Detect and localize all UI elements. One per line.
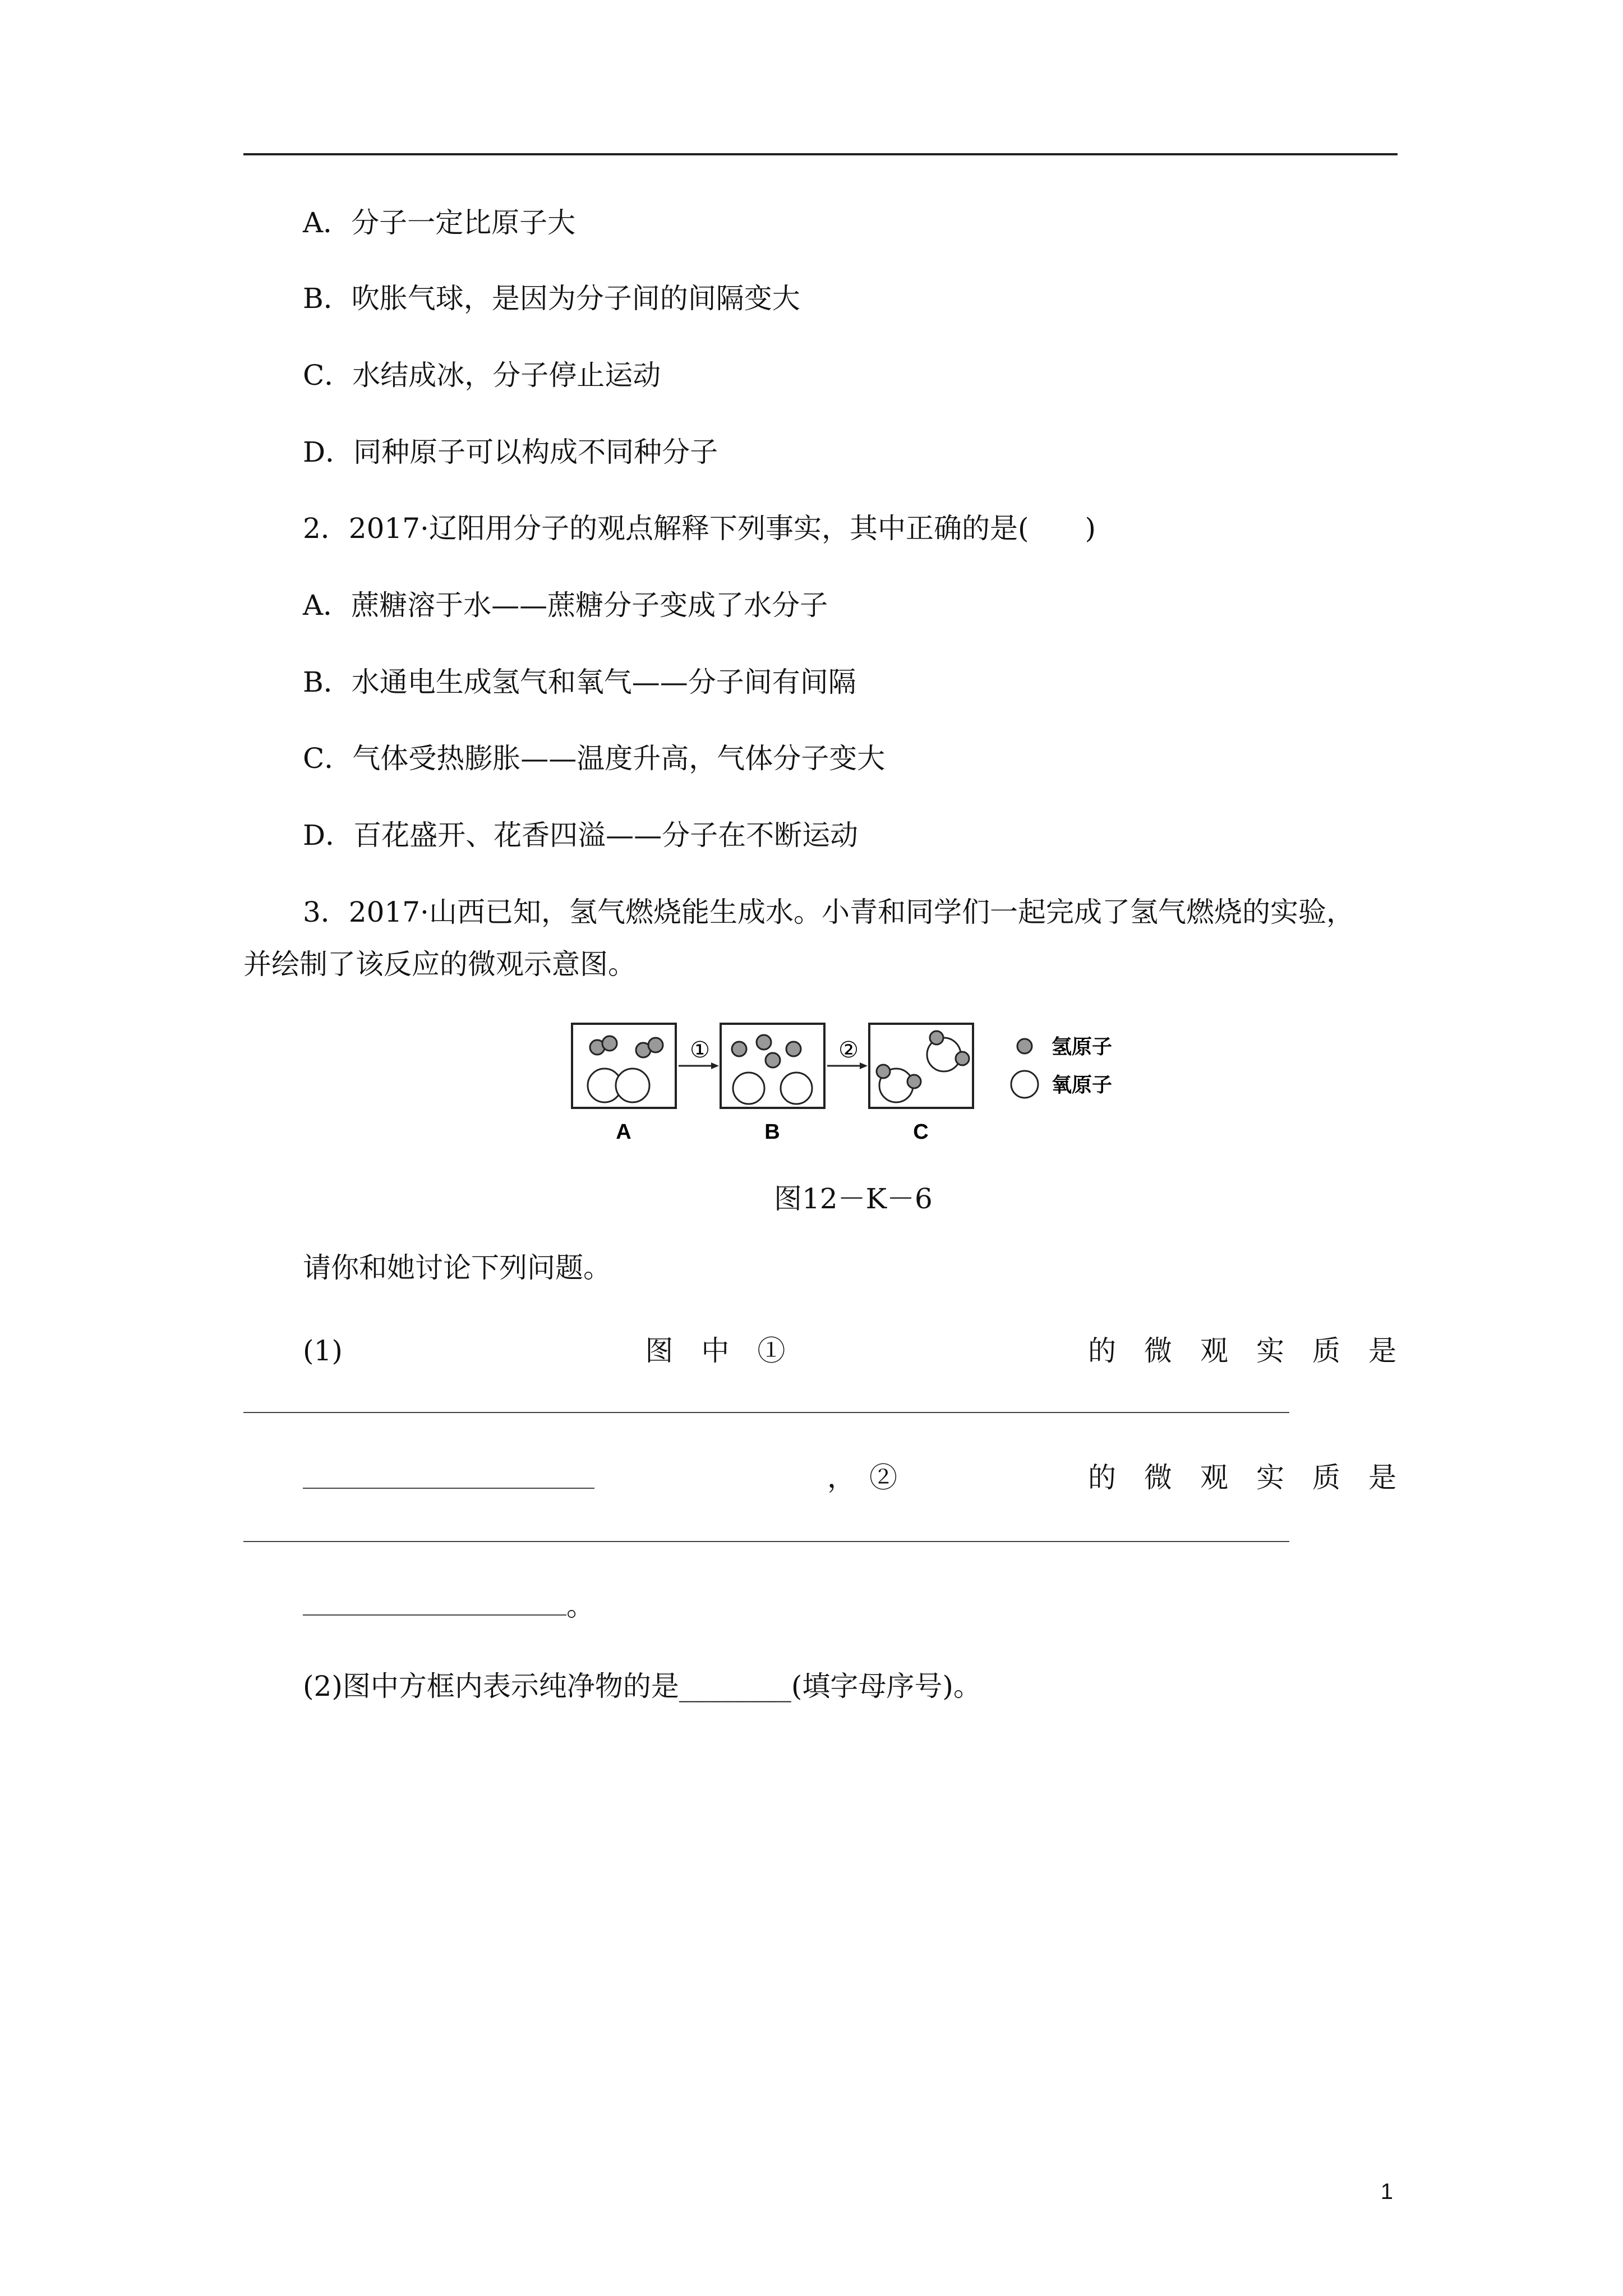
step-2-label: ② (838, 1038, 859, 1062)
box-c-label: C (913, 1120, 929, 1144)
q1-option-a: A．分子一定比原子大 (303, 206, 576, 239)
sub1-end-mark: 。 (566, 1590, 594, 1622)
q3-sub1-line2 (303, 1460, 1396, 1497)
sub1-step2-ref: ， ② (827, 1461, 897, 1494)
q2-option-b: B．水通电生成氢气和氧气——分子间有间隔 (303, 666, 856, 698)
q3-stem-line2: 并绘制了该反应的微观示意图。 (243, 948, 636, 981)
step-1-label: ① (690, 1038, 710, 1062)
q1-option-b: B．吹胀气球，是因为分子间的间隔变大 (303, 282, 800, 315)
answer-blank-3[interactable] (243, 1541, 1289, 1542)
oxygen-legend-label: 氧原子 (1052, 1073, 1113, 1096)
oxygen-legend-icon (1011, 1071, 1038, 1098)
box-b-label: B (764, 1120, 780, 1144)
hydrogen-legend-icon (1017, 1039, 1032, 1053)
q3-sub2 (303, 1668, 981, 1704)
sub2-text-after: (填字母序号)。 (791, 1670, 981, 1703)
answer-blank-1[interactable] (243, 1412, 1289, 1413)
figure-caption: 图12－K－6 (774, 1182, 933, 1215)
q2-option-a: A．蔗糖溶于水——蔗糖分子变成了水分子 (303, 589, 828, 622)
sub2-text-before: (2)图中方框内表示纯净物的是 (303, 1670, 679, 1703)
sub1-fig-ref: 图 中 ① (645, 1335, 786, 1367)
hydrogen-legend-label: 氢原子 (1052, 1035, 1113, 1058)
q3-prompt: 请你和她讨论下列问题。 (303, 1251, 611, 1284)
q1-option-d: D．同种原子可以构成不同种分子 (303, 436, 718, 468)
box-a-label: A (616, 1120, 631, 1144)
answer-blank-2[interactable] (303, 1460, 594, 1489)
q1-option-c: C．水结成冰，分子停止运动 (303, 359, 661, 392)
sub1-number: (1) (303, 1335, 343, 1367)
q3-sub1-line3 (303, 1586, 594, 1624)
answer-blank-4[interactable] (303, 1586, 566, 1616)
sub1-phrase: 的 微 观 实 质 是 (1087, 1335, 1396, 1367)
answer-blank-5[interactable]: ________ (679, 1670, 791, 1703)
q3-stem-line1: 3．2017·山西已知，氢气燃烧能生成水。小青和同学们一起完成了氢气燃烧的实验， (303, 896, 1354, 928)
header-rule (243, 153, 1398, 155)
page-number: 1 (1380, 2179, 1393, 2204)
reaction-diagram (566, 1018, 1155, 1147)
q2-option-d: D．百花盛开、花香四溢——分子在不断运动 (303, 819, 859, 852)
q3-sub1-line1 (303, 1333, 1396, 1369)
q2-stem: 2．2017·辽阳用分子的观点解释下列事实，其中正确的是( ) (303, 512, 1096, 545)
sub1-phrase-2: 的 微 观 实 质 是 (1088, 1461, 1396, 1494)
q2-option-c: C．气体受热膨胀——温度升高，气体分子变大 (303, 742, 886, 775)
